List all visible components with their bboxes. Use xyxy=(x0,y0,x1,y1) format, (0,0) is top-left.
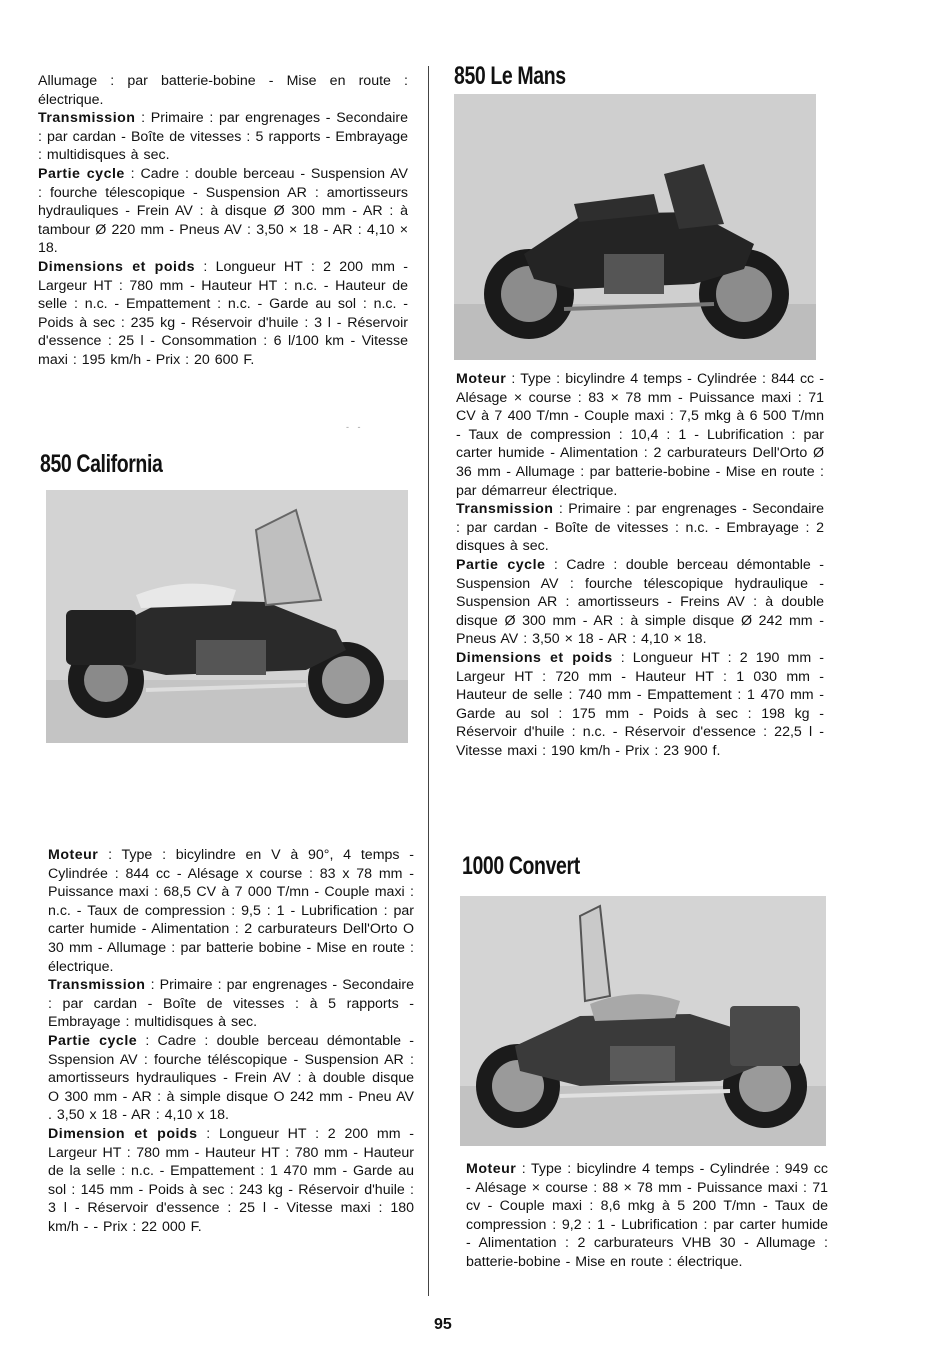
spec-text: : Type : bicylindre en V à 90°, 4 temps - Cylindrée : 844 cc - Alésage x course : 83 x 78 mm - Puissance maxi : 68,5 CV à 7 000 T/mn - Couple maxi : n.c. - Taux de compression : 9,5 : 1 - Lubrification : par carter humide - Alimentation : 2 carburateurs Dell'Orto O 30 mm - Allumage : par batterie bobine - Mise en route : électrique. xyxy=(48,847,414,975)
spec-text: : Primaire : par engrenages - Secondaire : par cardan - Boîte de vitesses : à 5 rapports - Embrayage : multidisques à sec. xyxy=(48,977,414,1031)
intro-specs xyxy=(38,72,408,370)
spec-text: : Longueur HT : 2 200 mm - Largeur HT : 780 mm - Hauteur HT : n.c. - Hauteur de selle : n.c. - Empattement : n.c. - Garde au sol : n.c. - Poids à sec : 235 kg - Réservoir d'huile : 3 l - Réservoir d'essence : 25 l - Consommation : 6 l/100 km - Vitesse maxi : 195 km/h - Prix : 20 600 F. xyxy=(38,258,408,368)
le-mans-paragraph-transmission xyxy=(456,500,824,556)
spec-label: Dimensions et poids xyxy=(456,649,613,666)
le-mans-paragraph-partie-cycle xyxy=(456,556,824,649)
decorative-dash: - - xyxy=(346,422,364,432)
convert-paragraph-moteur xyxy=(466,1160,828,1272)
spec-text: Allumage : par batterie-bobine - Mise en route : électrique. xyxy=(38,73,408,108)
spec-label: Moteur xyxy=(466,1161,517,1177)
spec-label: Dimensions et poids xyxy=(38,258,195,275)
page-number: 95 xyxy=(434,1316,452,1333)
motorcycle-convert-image xyxy=(460,896,826,1146)
spec-text: : Type : bicylindre 4 temps - Cylindrée : 844 cc - Alésage × course : 83 × 78 mm - Puissance maxi : 71 CV à 7 400 T/mn - Couple maxi : 7,5 mkg à 6 500 T/mn - Taux de compression : 10,4 : 1 - Lubrification : par carter humide - Alimentation : 2 carburateurs Dell'Orto Ø 36 mm - Allumage : par batterie-bobine - Mise en route : par démarreur électrique. xyxy=(456,371,824,499)
spec-text: : Type : bicylindre 4 temps - Cylindrée : 949 cc - Alésage × course : 88 × 78 mm - Puissance maxi : 71 cv - Couple maxi : 8,6 mkg à 5 200 T/mn - Taux de compression : 9,2 : 1 - Lubrification : par carter humide - Alimentation : 2 carburateurs VHB 30 - Allumage : batterie-bobine - Mise en route : électrique. xyxy=(466,1161,828,1270)
spec-label: Partie cycle xyxy=(38,165,125,182)
california-paragraph-moteur xyxy=(48,846,414,976)
spec-text: : Longueur HT : 2 200 mm - Largeur HT : 780 mm - Hauteur HT : 780 mm - Hauteur de la selle : n.c. - Empattement : 1 470 mm - Garde au sol : 145 mm - Poids à sec : 243 kg - Réservoir d'huile : 3 l - Réservoir d'essence : 25 l - Vitesse maxi : 180 km/h - - Prix : 22 000 F. xyxy=(48,1125,414,1235)
le-mans-title: 850 Le Mans xyxy=(454,62,566,90)
spec-label: Moteur xyxy=(456,371,507,387)
convert-specs xyxy=(466,1160,828,1272)
spec-label: Dimension et poids xyxy=(48,1125,198,1142)
le-mans-paragraph-moteur xyxy=(456,370,824,500)
spec-label: Transmission xyxy=(38,110,136,127)
intro-paragraph-allumage xyxy=(38,72,408,109)
california-photo xyxy=(46,490,408,743)
intro-paragraph-transmission xyxy=(38,109,408,165)
california-paragraph-transmission xyxy=(48,976,414,1032)
spec-text: : Primaire : par engrenages - Secondaire : par cardan - Boîte de vitesses : n.c. - Embrayage : 2 disques à sec. xyxy=(456,501,824,555)
spec-label: Transmission xyxy=(48,977,146,994)
california-paragraph-dimension xyxy=(48,1125,414,1237)
spec-label: Partie cycle xyxy=(48,1032,138,1049)
california-specs xyxy=(48,846,414,1236)
spec-text: : Cadre : double berceau - Suspension AV : fourche télescopique - Suspension AR : amortisseurs hydrauliques - Frein AV : à disque Ø 300 mm - AR : à tambour Ø 220 mm - Pneus AV : 3,50 × 18 - AR : 4,10 × 18. xyxy=(38,165,408,257)
le-mans-specs xyxy=(456,370,824,760)
convert-photo xyxy=(460,896,826,1146)
spec-text: : Cadre : double berceau démontable - Sspension AV : fourche téléscopique - Suspension AR : amortisseurs hydrauliques - Frein AV : à double disque O 300 mm - AR : à simple disque O 242 mm - Pneu AV . 3,50 x 18 - AR : 4,10 x 18. xyxy=(48,1032,414,1124)
motorcycle-le-mans-image xyxy=(454,94,816,360)
spec-text: : Primaire : par engrenages - Secondaire : par cardan - Boîte de vitesses : 5 rapports - Embrayage : multidisques à sec. xyxy=(38,110,408,164)
le-mans-paragraph-dimensions xyxy=(456,649,824,761)
spec-label: Partie cycle xyxy=(456,556,546,573)
intro-paragraph-partie-cycle xyxy=(38,165,408,258)
convert-title: 1000 Convert xyxy=(462,852,580,880)
spec-label: Transmission xyxy=(456,501,554,518)
intro-paragraph-dimensions xyxy=(38,258,408,370)
column-divider xyxy=(428,66,429,1296)
california-paragraph-partie-cycle xyxy=(48,1032,414,1125)
spec-text: : Longueur HT : 2 190 mm - Largeur HT : 720 mm - Hauteur HT : 1 030 mm - Hauteur de selle : 740 mm - Empattement : 1 470 mm - Garde au sol : 175 mm - Poids à sec : 198 kg - Réservoir d'huile : n.c. - Réservoir d'essence : 22,5 l - Vitesse maxi : 190 km/h - Prix : 23 900 f. xyxy=(456,649,824,759)
spec-label: Moteur xyxy=(48,847,99,863)
california-title: 850 California xyxy=(40,450,163,478)
motorcycle-california-image xyxy=(46,490,408,743)
spec-text: : Cadre : double berceau démontable - Suspension AV : fourche télescopique hydraulique - Suspension AR : amortisseurs - Freins AV : à double disque Ø 300 mm - AR : à simple disque Ø 242 mm - Pneus AV : 3,50 × 18 - AR : 4,10 × 18. xyxy=(456,556,824,648)
le-mans-photo xyxy=(454,94,816,360)
